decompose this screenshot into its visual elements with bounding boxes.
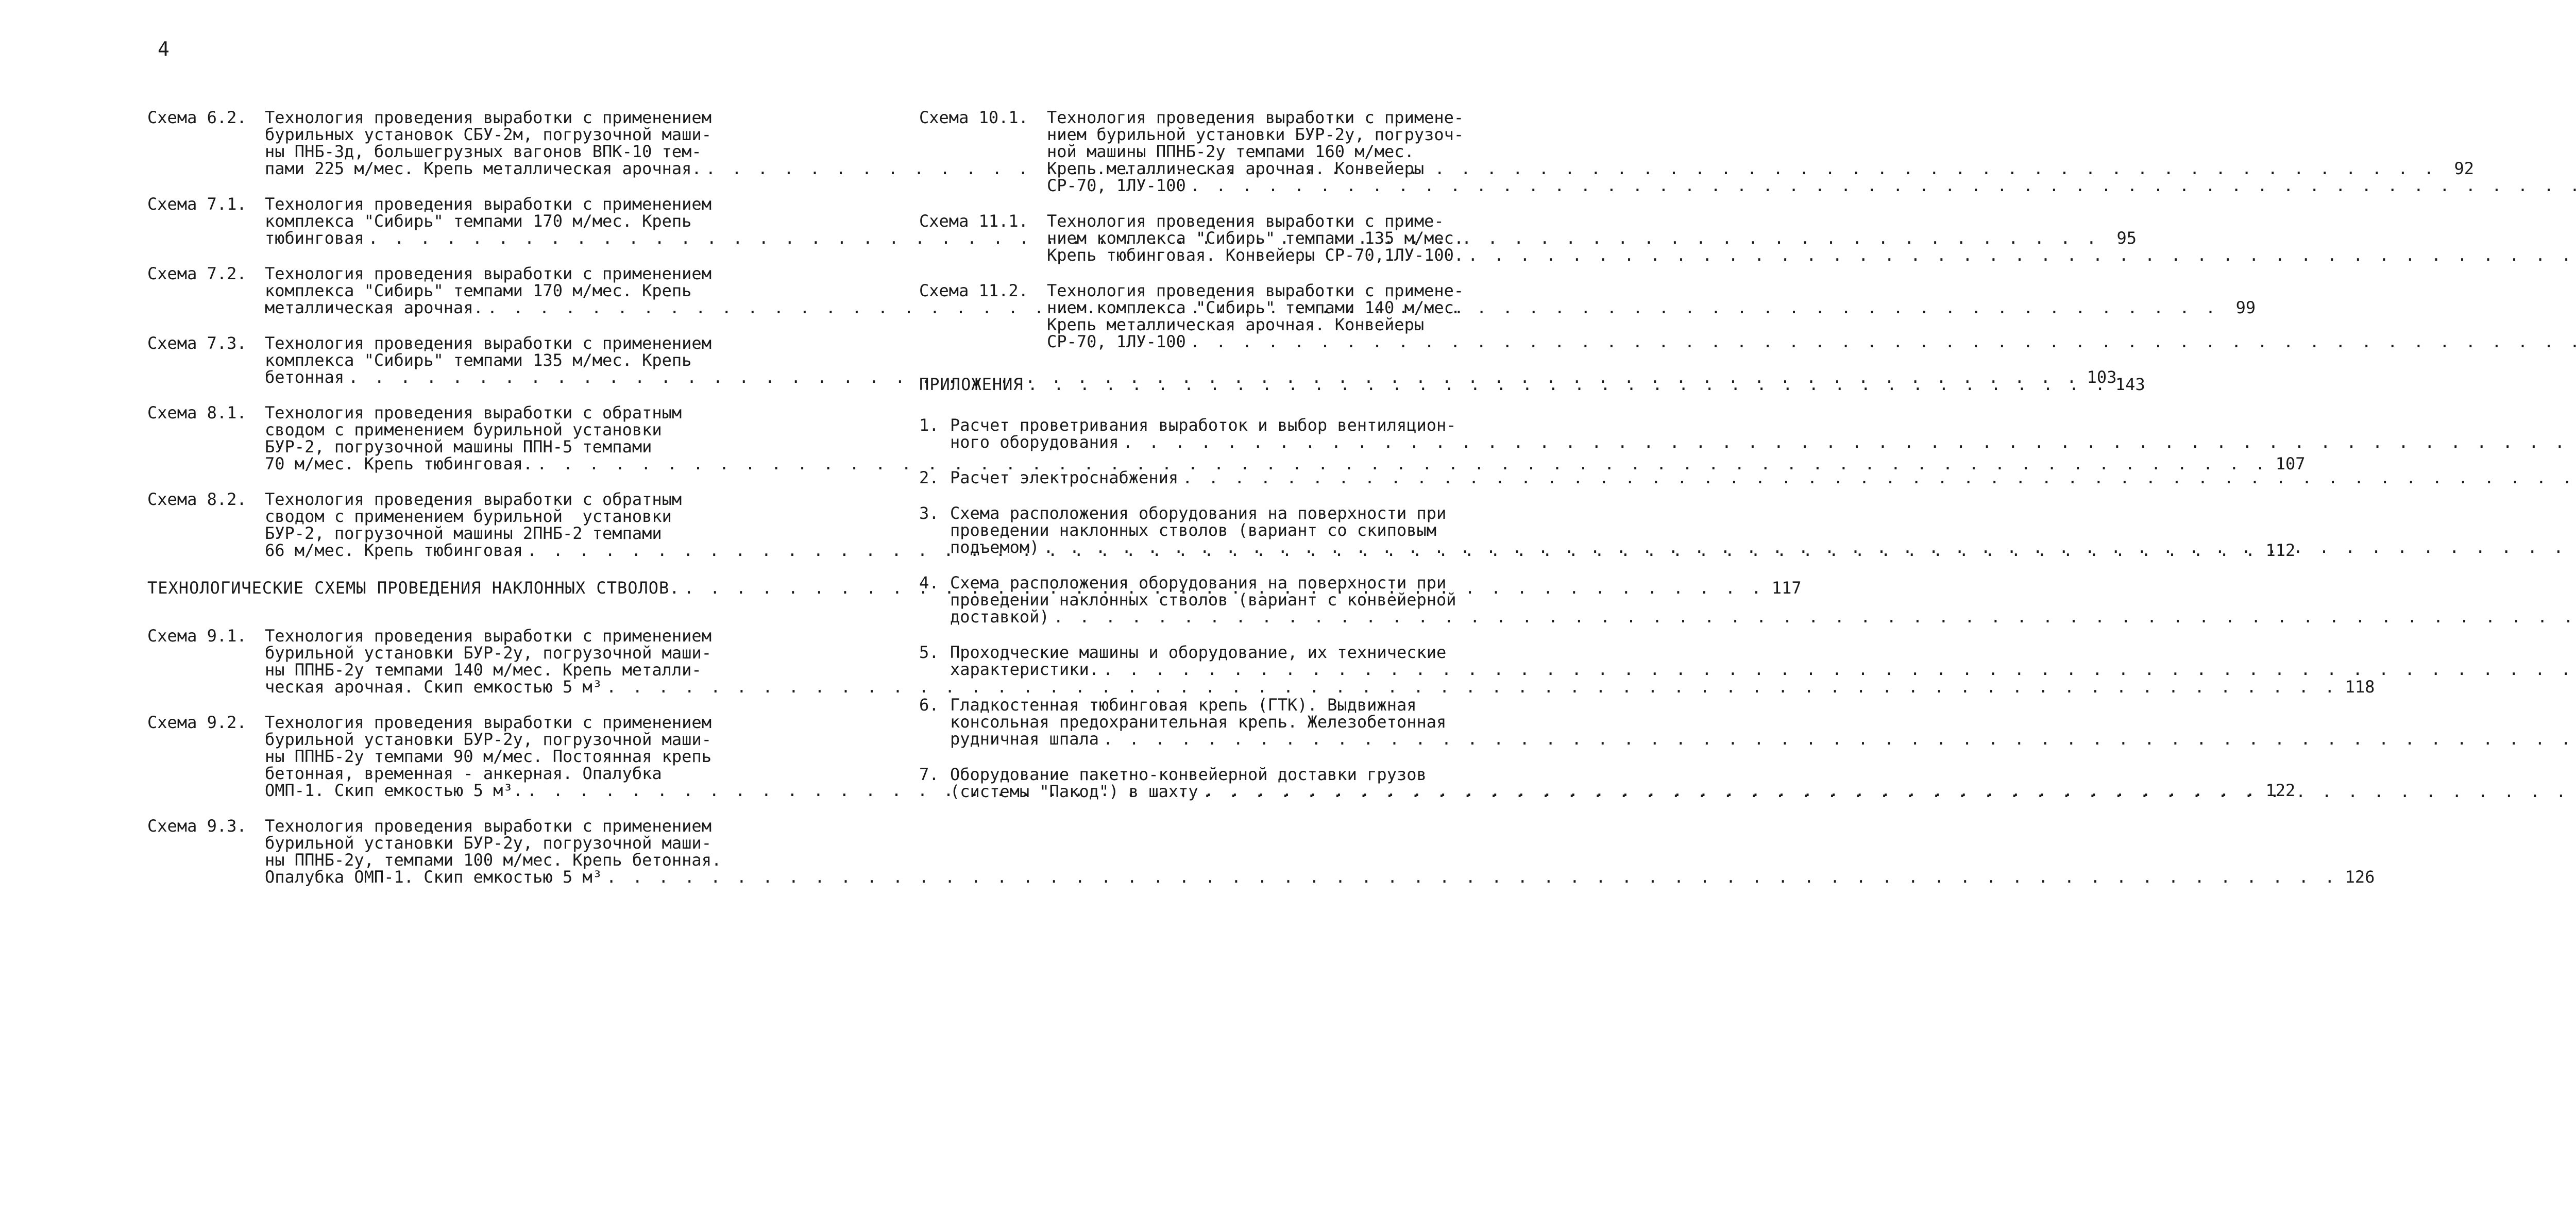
toc-entry-line: ны ППНБ-2у темпами 140 м/мес. Крепь металли- [265, 660, 702, 680]
toc-entry-line: ны ПНБ-3д, большегрузных вагонов ВПК-10 тем- [265, 142, 702, 161]
toc-entry-label: Схема 7.1. [147, 194, 247, 214]
toc-entry-last-line [265, 869, 2375, 886]
toc-entry-line: комплекса "Сибирь" темпами 170 м/мес. Крепь [265, 211, 692, 231]
section-heading-text: ТЕХНОЛОГИЧЕСКИЕ СХЕМЫ ПРОВЕДЕНИЯ НАКЛОННЫХ СТВОЛОВ. [147, 578, 680, 598]
toc-entry-line: Схема расположения оборудования на поверхности при [950, 573, 1447, 593]
toc-entry-page: 95 [2116, 228, 2137, 248]
toc-entry-label: 2. [919, 468, 939, 487]
toc-entry [919, 282, 1558, 350]
toc-entry-line: ны ППНБ-2у темпами 90 м/мес. Постоянная крепь [265, 747, 711, 766]
toc-entry-page: 103 [2087, 367, 2117, 387]
toc-entry-line: Технология проведения выработки с обратным [265, 489, 682, 509]
toc-entry-page: 92 [2454, 159, 2475, 178]
page-number: 4 [158, 38, 170, 60]
toc-entry-last-text: тюбинговая [265, 228, 364, 248]
toc-entry-line: нием бурильной установки БУР-2у, погрузоч- [1047, 125, 1464, 144]
toc-entry-last-text: (системы "Пакод") в шахту [950, 782, 1198, 801]
toc-entry-line: бетонная, временная - анкерная. Опалубка [265, 764, 662, 783]
toc-entry-line: БУР-2, погрузочной машины ППН-5 темпами [265, 437, 652, 457]
toc-entry-label: 5. [919, 643, 939, 662]
toc-entry [919, 213, 1558, 264]
toc-entry-body [950, 505, 2576, 556]
dot-leader [1190, 177, 2576, 194]
toc-entry-label: 6. [919, 695, 939, 715]
appendix-heading-page: 143 [2115, 375, 2145, 394]
toc-entry-last-line [950, 731, 2576, 748]
toc-entry-last-line [950, 469, 2576, 486]
toc-entry-last-line [950, 539, 2576, 556]
toc-entry-label: 4. [919, 573, 939, 593]
toc-entry-body [950, 697, 2576, 748]
toc-entry [147, 816, 2375, 887]
toc-entry-label: Схема 8.2. [147, 489, 247, 509]
toc-entry [919, 109, 1558, 194]
toc-entry-label: Схема 6.2. [147, 108, 247, 127]
toc-entry-label: Схема 7.2. [147, 264, 247, 283]
toc-entry-line: комплекса "Сибирь" темпами 135 м/мес. Крепь [265, 350, 692, 370]
toc-entry-last-line [950, 783, 2576, 800]
toc-entry-last-text: 66 м/мес. Крепь тюбинговая [265, 540, 523, 560]
toc-entry-line: Схема расположения оборудования на поверхности при [950, 503, 1447, 523]
toc-entry-page: 118 [2345, 677, 2375, 697]
toc-entry-line: проведении наклонных стволов (вариант с конвейерной [950, 590, 1456, 610]
toc-entry-last-text: характеристики. [950, 660, 1099, 679]
toc-entry-page: 122 [2265, 781, 2296, 800]
toc-entry-body [950, 766, 2576, 800]
toc-entry-page: 112 [2265, 540, 2296, 560]
toc-entry-line: Крепь металлическая арочная. Конвейеры [1047, 315, 1425, 334]
toc-entry-line: сводом с применением бурильной установки [265, 506, 672, 526]
toc-entry-last-line [1047, 177, 2576, 194]
toc-entry-line: Проходческие машины и оборудование, их технические [950, 643, 1447, 662]
toc-entry-line: Оборудование пакетно-конвейерной доставки грузов [950, 765, 1427, 784]
toc-entry-last-text: рудничная шпала [950, 729, 1099, 749]
toc-entry-label: Схема 11.2. [919, 281, 1028, 300]
toc-entry-line: Крепь металлическая арочная. Конвейеры [1047, 159, 1425, 178]
dot-leader [1103, 731, 2576, 748]
toc-entry-line: Технология проведения выработки с применением [265, 713, 711, 732]
toc-entry-last-text: Опалубка ОМП-1. Скип емкостью 5 м³ [265, 867, 603, 887]
toc-entry-line: Расчет проветривания выработок и выбор вентиляцион- [950, 415, 1456, 435]
toc-entry-line: комплекса "Сибирь" темпами 170 м/мес. Крепь [265, 281, 692, 300]
toc-entry-last-text: подъемом) [950, 537, 1040, 557]
section-heading-page: 117 [1771, 578, 1802, 598]
toc-entry-line: Технология проведения выработки с примене- [1047, 281, 1464, 300]
toc-entry-last-text: пами 225 м/мес. Крепь металлическая арочная. [265, 159, 702, 178]
toc-entry-last-text: 70 м/мес. Крепь тюбинговая. [265, 454, 533, 474]
toc-entry-last-text: Расчет электроснабжения [950, 468, 1179, 487]
toc-entry-last-text: металлическая арочная. [265, 298, 483, 317]
dot-leader [1123, 434, 2576, 451]
toc-entry-line: Технология проведения выработки с примене- [1047, 108, 1464, 127]
toc-entry-line: нием комплекса "Сибирь" темпами 135 м/мес. [1047, 228, 1464, 248]
toc-entry-line: Технология проведения выработки с приме- [1047, 211, 1444, 231]
dot-leader [1182, 469, 2576, 486]
toc-entry-last-text: ного оборудования [950, 432, 1119, 452]
dot-leader [1190, 333, 2576, 350]
toc-entry-label: 3. [919, 503, 939, 523]
toc-entry-body [950, 644, 2576, 678]
toc-entry-line: Технология проведения выработки с применением [265, 626, 711, 646]
toc-entry [919, 697, 1558, 748]
toc-entry-line: Технология проведения выработки с применением [265, 333, 711, 353]
toc-entry [919, 505, 1558, 556]
toc-entry-label: 1. [919, 415, 939, 435]
toc-entry-line: Технология проведения выработки с применением [265, 264, 711, 283]
toc-group-appendices [919, 417, 1558, 800]
toc-entry-last-line [1047, 247, 2576, 264]
toc-entry [919, 469, 1558, 486]
toc-entry-body [265, 818, 2375, 886]
toc-entry-last-line [950, 608, 2576, 626]
dot-leader [1103, 661, 2576, 678]
toc-entry-line: бурильной установки БУР-2у, погрузочной маши- [265, 643, 711, 663]
toc-entry-label: Схема 10.1. [919, 108, 1028, 127]
toc-entry-line: Технология проведения выработки с применением [265, 816, 711, 836]
toc-entry-line: консольная предохранительная крепь. Железобетонная [950, 712, 1447, 732]
toc-entry-last-line [1047, 333, 2576, 350]
toc-entry-label: Схема 8.1. [147, 403, 247, 422]
toc-entry-line: Технология проведения выработки с применением [265, 108, 711, 127]
toc-entry-last-text: СР-70, 1ЛУ-100 [1047, 332, 1186, 351]
toc-entry-line: БУР-2, погрузочной машины 2ПНБ-2 темпами [265, 523, 662, 543]
toc-entry-last-text: доставкой) [950, 607, 1049, 627]
toc-entry-last-text: бетонная [265, 367, 345, 387]
toc-entry-label: Схема 11.1. [919, 211, 1028, 231]
toc-entry-line: проведении наклонных стволов (вариант со скиповым [950, 520, 1437, 540]
toc-entry-label: Схема 7.3. [147, 333, 247, 353]
toc-entry-body [950, 417, 2576, 451]
toc-entry [919, 574, 1558, 626]
toc-entry-line: бурильной установки БУР-2у, погрузочной маши- [265, 833, 711, 853]
toc-entry-label: 7. [919, 765, 939, 784]
toc-entry-page: 99 [2235, 298, 2256, 317]
toc-group-conveyor-schemes [919, 109, 1558, 350]
toc-entry-last-text: ОМП-1. Скип емкостью 5 м³. [265, 781, 523, 800]
toc-entry-last-text: ческая арочная. Скип емкостью 5 м³ [265, 677, 603, 697]
appendix-heading-text: ПРИЛОЖЕНИЯ [919, 375, 1024, 394]
dot-leader [1468, 247, 2576, 264]
toc-entry [919, 766, 1558, 800]
toc-entry [919, 417, 1558, 451]
toc-entry-label: Схема 9.3. [147, 816, 247, 836]
toc-entry [919, 644, 1558, 678]
toc-entry-page: 107 [2275, 454, 2306, 474]
toc-entry-body [1047, 109, 2576, 194]
toc-entry-body [1047, 213, 2576, 264]
dot-leader [1043, 539, 2576, 556]
dot-leader [1054, 608, 2576, 626]
toc-entry-line: ной машины ППНБ-2у темпами 160 м/мес. [1047, 142, 1414, 161]
toc-entry-body [950, 574, 2576, 626]
toc-entry-line: ны ППНБ-2у, темпами 100 м/мес. Крепь бетонная. [265, 850, 722, 870]
toc-entry-page: 126 [2345, 867, 2375, 887]
toc-entry-line: бурильных установок СБУ-2м, погрузочной маши- [265, 125, 711, 144]
dot-leader [1028, 376, 2108, 393]
toc-entry-line: бурильной установки БУР-2у, погрузочной маши- [265, 730, 711, 749]
toc-entry-label: Схема 9.1. [147, 626, 247, 646]
dot-leader [606, 869, 2337, 886]
toc-entry-line: Технология проведения выработки с применением [265, 194, 711, 214]
toc-entry-last-text: Крепь тюбинговая. Конвейеры СР-70,1ЛУ-100. [1047, 245, 1464, 265]
toc-entry-line: Технология проведения выработки с обратным [265, 403, 682, 422]
toc-entry-body [950, 469, 2576, 486]
toc-entry-last-line [950, 434, 2576, 451]
toc-entry-last-line [950, 661, 2576, 678]
toc-entry-line: нием комплекса "Сибирь" темпами 140 м/мес. [1047, 298, 1464, 317]
toc-entry-label: Схема 9.2. [147, 713, 247, 732]
dot-leader [1202, 783, 2576, 800]
toc-entry-last-text: СР-70, 1ЛУ-100 [1047, 176, 1186, 195]
toc-entry-line: сводом с применением бурильной установки [265, 420, 662, 440]
toc-entry-line: Гладкостенная тюбинговая крепь (ГТК). Выдвижная [950, 695, 1417, 715]
toc-entry-body [1047, 282, 2576, 350]
